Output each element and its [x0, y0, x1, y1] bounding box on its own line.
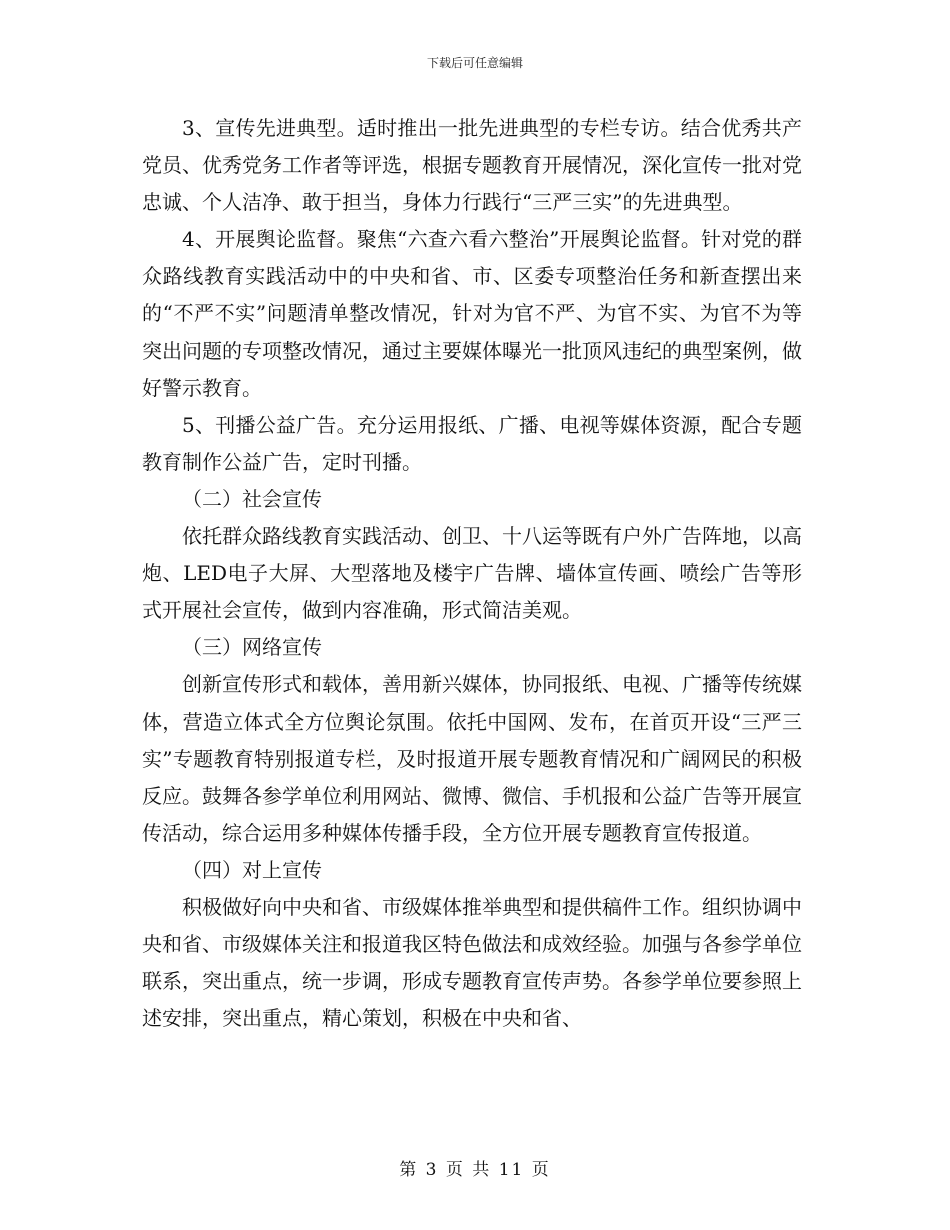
page-header: 下载后可任意编辑	[426, 56, 523, 70]
paragraph-public-ads: 5、刊播公益广告。充分运用报纸、广播、电视等媒体资源，配合专题教育制作公益广告，定时刊播。	[142, 412, 802, 474]
paragraph-social-publicity: 依托群众路线教育实践活动、创卫、十八运等既有户外广告阵地，以高炮、LED电子大屏、大型落地及楼宇广告牌、墙体宣传画、喷绘广告等形式开展社会宣传，做到内容准确，形式简洁美观。	[142, 524, 802, 623]
paragraph-network-publicity: 创新宣传形式和载体，善用新兴媒体，协同报纸、电视、广播等传统媒体，营造立体式全方位舆论氛围。依托中国网、发布，在首页开设“三严三实”专题教育特别报道专栏，及时报道开展专题教育情况和广阔网民的积极反应。鼓舞各参学单位利用网站、微博、微信、手机报和公益广告等开展宣传活动，综合运用多种媒体传播手段，全方位开展专题教育宣传报道。	[142, 672, 802, 845]
document-body	[142, 110, 802, 1037]
page-footer: 第 3 页 共 11 页	[399, 1160, 551, 1180]
section-heading-upward: （四）对上宣传	[182, 857, 322, 882]
paragraph-upward-publicity: 积极做好向中央和省、市级媒体推举典型和提供稿件工作。组织协调中央和省、市级媒体关注和报道我区特色做法和成效经验。加强与各参学单位联系，突出重点，统一步调，形成专题教育宣传声势。各参学单位要参照上述安排，突出重点，精心策划，积极在中央和省、	[142, 894, 802, 1031]
section-heading-social: （二）社会宣传	[182, 486, 322, 511]
paragraph-public-supervision: 4、开展舆论监督。聚焦“六查六看六整治”开展舆论监督。针对党的群众路线教育实践活动中的中央和省、市、区委专项整治任务和新查摆出来的“不严不实”问题清单整改情况，针对为官不严、为官不实、为官不为等突出问题的专项整改情况，通过主要媒体曝光一批顶风违纪的典型案例，做好警示教育。	[142, 227, 802, 400]
section-heading-network: （三）网络宣传	[182, 635, 322, 660]
paragraph-publicize-models: 3、宣传先进典型。适时推出一批先进典型的专栏专访。结合优秀共产党员、优秀党务工作者等评选，根据专题教育开展情况，深化宣传一批对党忠诚、个人洁净、敢于担当，身体力行践行“三严三实”的先进典型。	[142, 116, 802, 215]
